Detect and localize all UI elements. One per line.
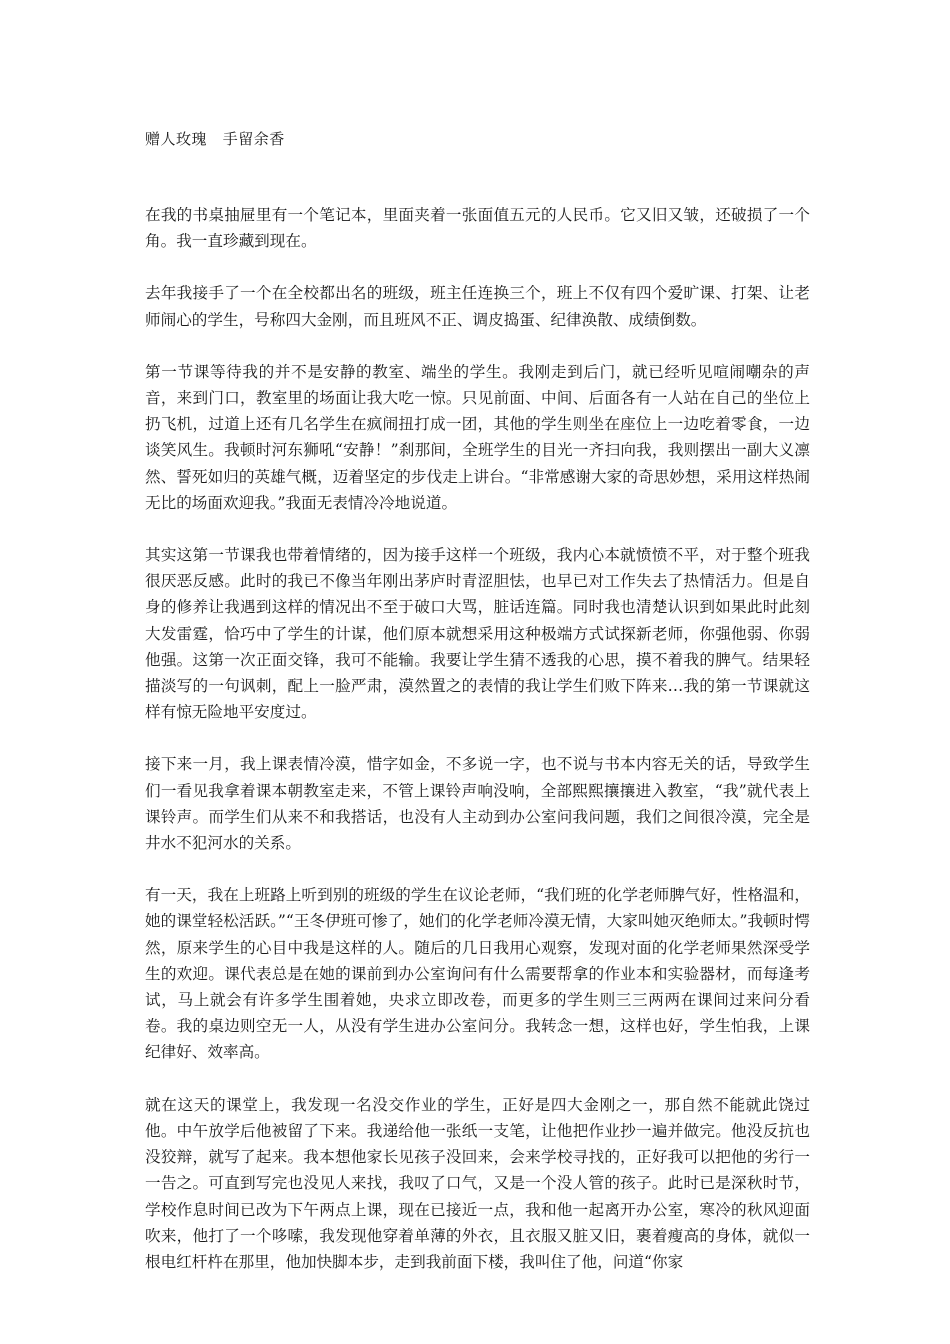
document-body [145, 202, 810, 1301]
paragraph: 第一节课等待我的并不是安静的教室、端坐的学生。我刚走到后门，就已经听见喧闹嘲杂的声音，来到门口，教室里的场面让我大吃一惊。只见前面、中间、后面各有一人站在自己的坐位上扔飞机，过道上还有几名学生在疯闹扭打成一团，其他的学生则坐在座位上一边吃着零食，一边谈笑风生。我顿时河东狮吼“安静！”刹那间，全班学生的目光一齐扫向我，我则摆出一副大义凛然、誓死如归的英雄气概，迈着坚定的步伐走上讲台。“非常感谢大家的奇思妙想，采用这样热闹无比的场面欢迎我。”我面无表情冷冷地说道。 [145, 362, 810, 512]
paragraph: 去年我接手了一个在全校都出名的班级，班主任连换三个，班上不仅有四个爱旷课、打架、让老师闹心的学生，号称四大金刚，而且班风不正、调皮捣蛋、纪律涣散、成绩倒数。 [145, 284, 810, 329]
paragraph: 就在这天的课堂上，我发现一名没交作业的学生，正好是四大金刚之一，那自然不能就此饶过他。中午放学后他被留了下来。我递给他一张纸一支笔，让他把作业抄一遍并做完。他没反抗也没狡辩，就写了起来。我本想他家长见孩子没回来，会来学校寻找的，正好我可以把他的劣行一一告之。可直到写完也没见人来找，我叹了口气，又是一个没人管的孩子。此时已是深秋时节，学校作息时间已改为下午两点上课，现在已接近一点，我和他一起离开办公室，寒冷的秋风迎面吹来，他打了一个哆嗦，我发现他穿着单薄的外衣，且衣服又脏又旧，裹着瘦高的身体，就似一根电红杆杵在那里，他加快脚本步，走到我前面下楼，我叫住了他，问道“你家 [145, 1095, 810, 1271]
paragraph: 接下来一月，我上课表情冷漠，惜字如金，不多说一字，也不说与书本内容无关的话，导致学生们一看见我拿着课本朝教室走来，不管上课铃声响没响，全部熙熙攘攘进入教室，“我”就代表上课铃声。而学生们从来不和我搭话，也没有人主动到办公室问我问题，我们之间很冷漠，完全是井水不犯河水的关系。 [145, 755, 810, 853]
document-title: 赠人玫瑰 手留余香 [145, 130, 285, 148]
paragraph: 在我的书桌抽屉里有一个笔记本，里面夹着一张面值五元的人民币。它又旧又皱，还破损了一个角。我一直珍藏到现在。 [145, 206, 810, 251]
paragraph: 其实这第一节课我也带着情绪的，因为接手这样一个班级，我内心本就愤愤不平，对于整个班我很厌恶反感。此时的我已不像当年刚出茅庐时青涩胆怯，也早已对工作失去了热情活力。但是自身的修养让我遇到这样的情况出不至于破口大骂，脏话连篇。同时我也清楚认识到如果此时此刻大发雷霆，恰巧中了学生的计谋，他们原本就想采用这种极端方式试探新老师，你强他弱、你弱他强。这第一次正面交锋，我可不能输。我要让学生猜不透我的心思，摸不着我的脾气。结果轻描淡写的一句讽刺，配上一脸严肃，漠然置之的表情的我让学生们败下阵来…我的第一节课就这样有惊无险地平安度过。 [145, 546, 810, 722]
paragraph: 有一天，我在上班路上听到别的班级的学生在议论老师，“我们班的化学老师脾气好，性格温和，她的课堂轻松活跃。”“王冬伊班可惨了，她们的化学老师冷漠无情，大家叫她灭绝师太。”我顿时愕然，原来学生的心目中我是这样的人。随后的几日我用心观察，发现对面的化学老师果然深受学生的欢迎。课代表总是在她的课前到办公室询问有什么需要帮拿的作业本和实验器材，而每逢考试，马上就会有许多学生围着她，央求立即改卷，而更多的学生则三三两两在课间过来问分看卷。我的桌边则空无一人，从没有学生进办公室问分。我转念一想，这样也好，学生怕我，上课纪律好、效率高。 [145, 886, 810, 1062]
